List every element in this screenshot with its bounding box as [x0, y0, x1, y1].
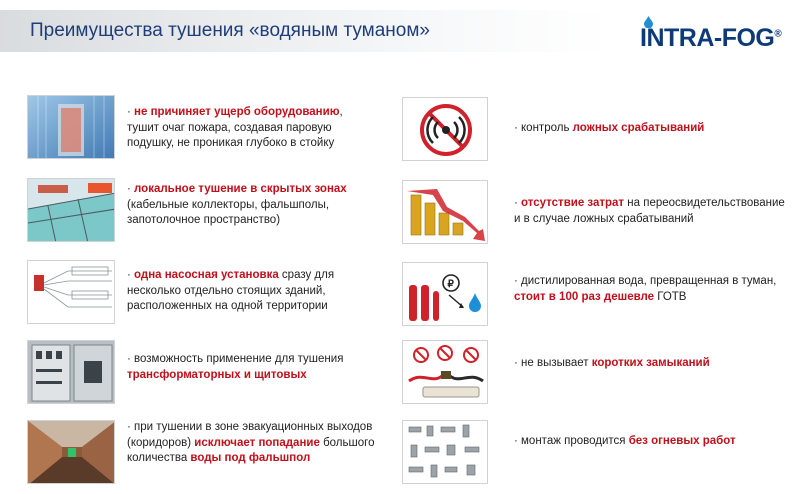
advantage-text: · монтаж проводится без огневых работ	[514, 435, 736, 447]
advantage-text: · возможность применение для тушения трансформаторных и щитовых	[127, 353, 344, 381]
no-alarm-icon	[402, 97, 488, 161]
advantage-text: · не причиняет ущерб оборудованию, тушит очаг пожара, создавая паровую подушку, не проникая глубоко в стойку	[127, 106, 343, 149]
raised-floor-image	[27, 178, 115, 242]
cylinders-to-drop-image	[402, 262, 488, 326]
advantage-text: · одна насосная установка сразу для несколько отдельно стоящих зданий, расположенных на одной территории	[127, 269, 335, 312]
advantage-text: · дистилированная вода, превращенная в туман, стоит в 100 раз дешевле ГОТВ	[514, 275, 777, 303]
corridor-image	[27, 420, 115, 484]
falling-coins-image	[402, 180, 488, 244]
advantage-text: · контроль ложных срабатываний	[514, 122, 705, 134]
logo-text: INTRA-FOG	[640, 24, 775, 52]
advantage-text: · отсутствие затрат на переосвидетельствование и в случае ложных срабатываний	[514, 197, 785, 225]
advantage-text: · локальное тушение в скрытых зонах (кабельные коллекторы, фальшполы, запотолочное пространство)	[127, 183, 347, 226]
page-title: Преимущества тушения «водяным туманом»	[30, 20, 430, 41]
pump-unit-image	[27, 260, 115, 324]
pipe-fittings-image	[402, 420, 488, 484]
svg-text:₽: ₽	[447, 279, 454, 290]
advantage-text: · при тушении в зоне эвакуационных выходов (коридоров) исключает попадание большого количества воды под фальшпол	[127, 421, 375, 464]
power-strip-image	[402, 340, 488, 404]
intra-fog-logo	[640, 14, 795, 54]
switchgear-image	[27, 340, 115, 404]
server-rack-image	[27, 95, 115, 159]
advantage-text: · не вызывает коротких замыканий	[514, 357, 710, 369]
logo-registered-mark: ®	[774, 28, 782, 40]
